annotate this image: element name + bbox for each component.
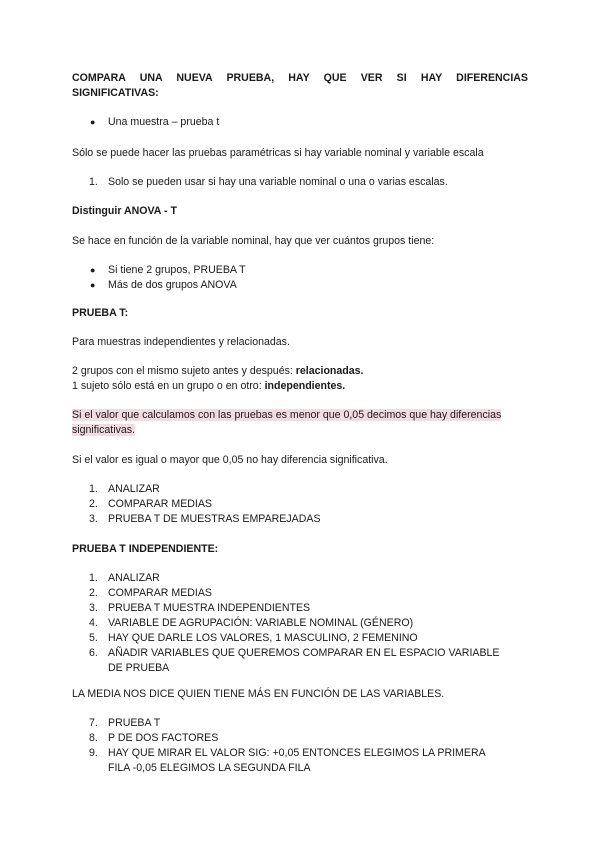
bullet-icon: ●	[90, 280, 96, 290]
list-item-text: PRUEBA T	[108, 717, 161, 729]
heading-prueba-t-independiente: PRUEBA T INDEPENDIENTE:	[72, 543, 219, 555]
list-item-text: DE PRUEBA	[108, 662, 170, 674]
heading-prueba-t: PRUEBA T:	[72, 307, 129, 319]
numbered-list-2	[72, 482, 528, 527]
list-item-text: Una muestra – prueba t	[108, 116, 220, 128]
list-item-text: ANALIZAR	[108, 483, 160, 495]
list-number: 2.	[89, 498, 98, 510]
list-number: 1.	[89, 176, 98, 188]
highlight-text: Si el valor que calculamos con las pruebas es menor que 0,05 decimos que hay diferencias	[72, 409, 502, 421]
list-number: 3.	[89, 513, 98, 525]
numbered-list-1	[72, 175, 528, 190]
paragraph-muestras: Para muestras independientes y relacionadas.	[72, 336, 290, 348]
bullet-list-1	[72, 115, 528, 130]
bullet-icon: ●	[90, 265, 96, 275]
list-item-text: COMPARAR MEDIAS	[108, 498, 212, 510]
numbered-list-3	[72, 571, 528, 676]
list-item-text: COMPARAR MEDIAS	[108, 587, 212, 599]
highlight-text: significativas.	[72, 424, 135, 436]
list-number: 9.	[89, 747, 98, 759]
paragraph-relacionadas	[72, 364, 528, 379]
list-item-text: AÑADIR VARIABLES QUE QUEREMOS COMPARAR EN EL ESPACIO VARIABLE	[108, 647, 500, 659]
list-number: 3.	[89, 602, 98, 614]
list-number: 1.	[89, 572, 98, 584]
highlighted-paragraph-line2	[72, 423, 528, 438]
heading-compara-line1: COMPARA UNA NUEVA PRUEBA, HAY QUE VER SI HAY DIFERENCIAS	[72, 72, 528, 84]
heading-compara-line2: SIGNIFICATIVAS:	[72, 87, 159, 99]
list-number: 8.	[89, 732, 98, 744]
list-item-text: PRUEBA T MUESTRA INDEPENDIENTES	[108, 602, 311, 614]
list-number: 5.	[89, 632, 98, 644]
list-number: 4.	[89, 617, 98, 629]
list-item-text: PRUEBA T DE MUESTRAS EMPAREJADAS	[108, 513, 321, 525]
bullet-list-2	[72, 263, 528, 293]
paragraph-independientes	[72, 379, 528, 394]
paragraph-parametricas: Sólo se puede hacer las pruebas paramétricas si hay variable nominal y variable escala	[72, 147, 484, 159]
paragraph-funcion: Se hace en función de la variable nominal, hay que ver cuántos grupos tiene:	[72, 235, 435, 247]
paragraph-media: LA MEDIA NOS DICE QUIEN TIENE MÁS EN FUNCIÓN DE LAS VARIABLES.	[72, 688, 445, 700]
list-item-text: VARIABLE DE AGRUPACIÓN: VARIABLE NOMINAL (GÉNERO)	[108, 617, 414, 629]
list-item-text: P DE DOS FACTORES	[108, 732, 219, 744]
list-number: 1.	[89, 483, 98, 495]
list-item-text: FILA -0,05 ELEGIMOS LA SEGUNDA FILA	[108, 762, 311, 774]
highlighted-paragraph-line1	[72, 408, 528, 423]
numbered-list-4	[72, 716, 528, 776]
list-item-text: Solo se pueden usar si hay una variable nominal o una o varias escalas.	[108, 176, 448, 188]
text-span: 1 sujeto sólo está en un grupo o en otro:	[72, 380, 265, 392]
list-number: 7.	[89, 717, 98, 729]
list-item-text: ANALIZAR	[108, 572, 160, 584]
list-item-text: Si tiene 2 grupos, PRUEBA T	[108, 264, 246, 276]
list-number: 2.	[89, 587, 98, 599]
heading-distinguir: Distinguir ANOVA - T	[72, 205, 177, 217]
bullet-icon: ●	[90, 117, 96, 127]
text-span: 2 grupos con el mismo sujeto antes y después:	[72, 365, 296, 377]
list-item-text: Más de dos grupos ANOVA	[108, 279, 237, 291]
list-item-text: HAY QUE MIRAR EL VALOR SIG: +0,05 ENTONCES ELEGIMOS LA PRIMERA	[108, 747, 486, 759]
list-number: 6.	[89, 647, 98, 659]
bold-text: independientes.	[264, 380, 346, 392]
bold-text: relacionadas.	[295, 365, 364, 377]
list-item-text: HAY QUE DARLE LOS VALORES, 1 MASCULINO, 2 FEMENINO	[108, 632, 418, 644]
paragraph-igual-mayor: Si el valor es igual o mayor que 0,05 no hay diferencia significativa.	[72, 454, 388, 466]
